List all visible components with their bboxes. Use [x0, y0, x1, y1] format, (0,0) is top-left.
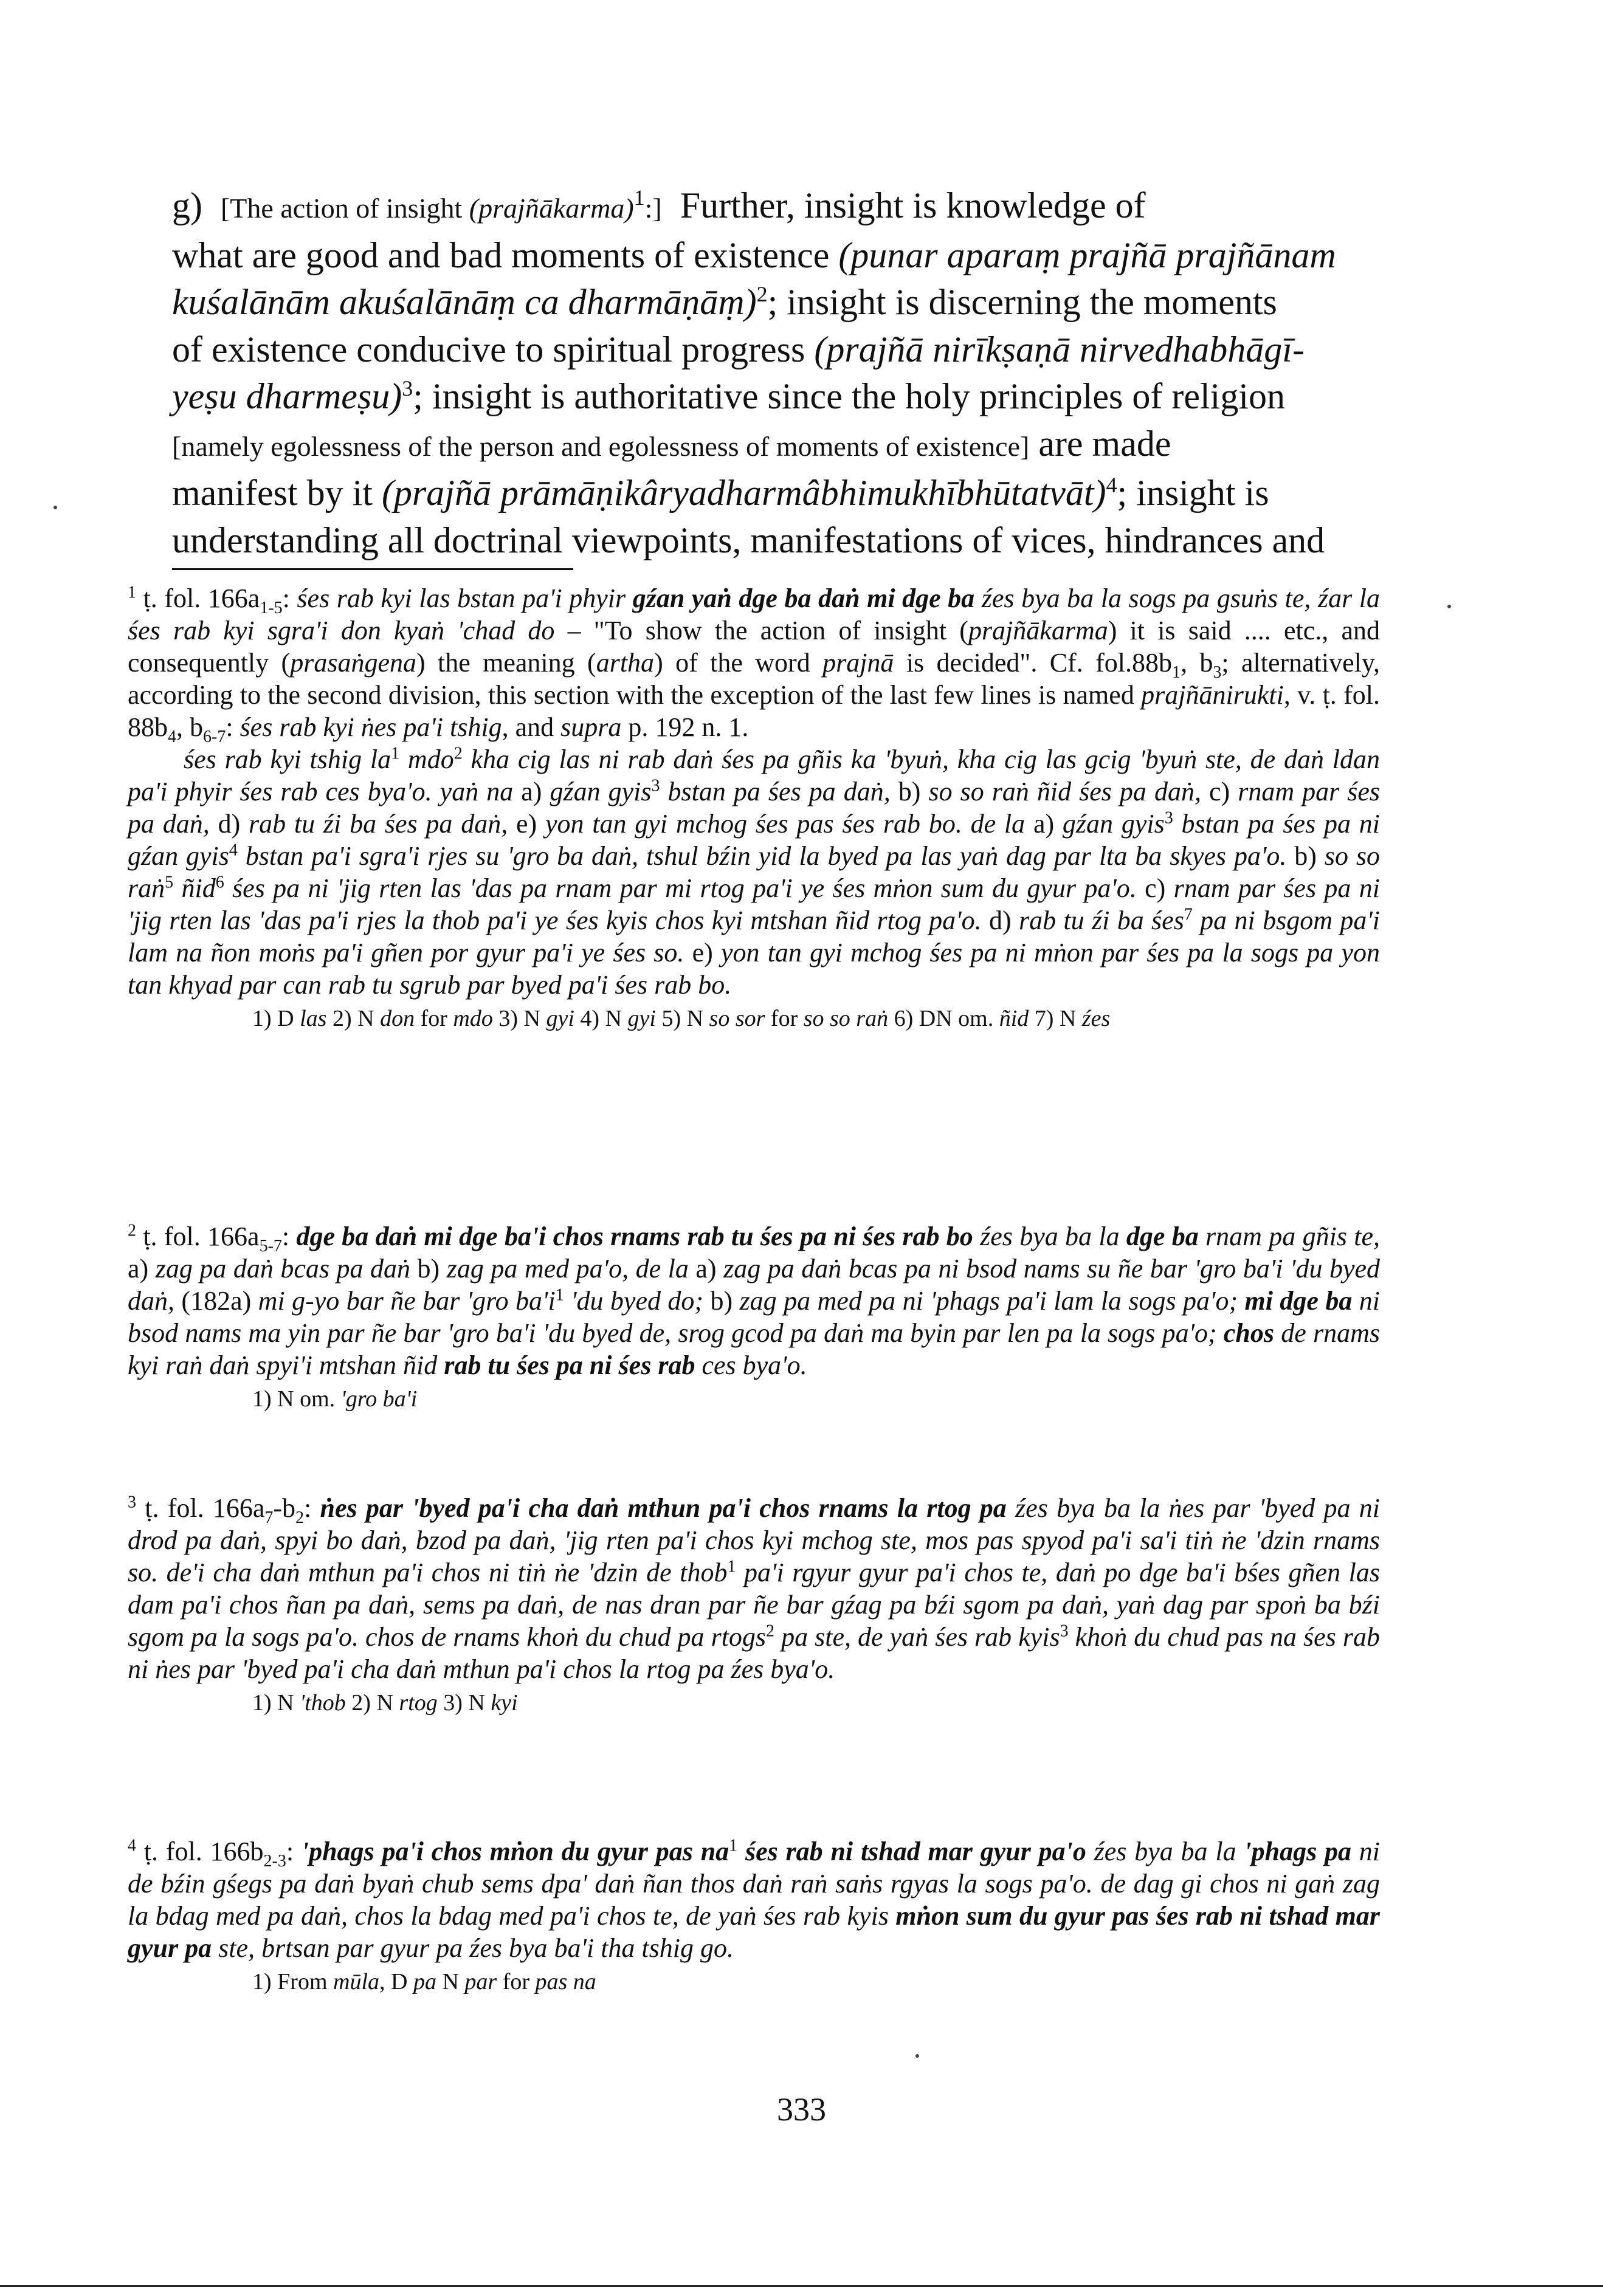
text-run: (punar aparaṃ prajñā prajñānam [838, 235, 1336, 275]
text-run: rab tu źi ba śes [1018, 906, 1184, 935]
text-run: 'phags pa'i chos mṅon du gyur pas na [301, 1837, 729, 1866]
footnote-paragraph [128, 743, 1380, 1001]
text-run: 'du byed do; [564, 1286, 711, 1316]
text-run: b) [1294, 841, 1325, 871]
folio-subscript: 4 [168, 727, 176, 746]
footnote-reference: -b [273, 1493, 296, 1523]
text-run: ni de bźin gśegs pa daṅ byaṅ chub sems dpa' daṅ ñan thos daṅ raṅ saṅs rgyas la sogs pa'o. de dag gi chos ni gaṅ zag la bdag med pa daṅ, chos la bdag med pa'i chos te, de yaṅ śes rab kyis [128, 1837, 1381, 1931]
text-run: : [304, 1493, 320, 1523]
text-run: śes rab kyi ṅes pa'i tshig [240, 712, 502, 742]
text-run: śes rab kyi las bstan pa'i phyir [297, 583, 633, 613]
text-run: 7) N [1029, 1006, 1082, 1031]
text-run: p. 192 n. 1. [621, 712, 749, 742]
superscript-marker: 3 [651, 776, 660, 796]
text-run: zag pa med pa'o, de la [446, 1254, 696, 1284]
scan-speck [915, 2054, 919, 2058]
text-run: dge ba daṅ mi dge ba'i chos rnams rab tu śes pa ni śes rab bo [296, 1222, 973, 1251]
text-run: e) [692, 938, 721, 968]
text-run: khoṅ du chud pas na śes rab ni ṅes par 'byed pa'i cha daṅ mthun pa'i chos la rtog pa źes bya'o. [128, 1622, 1380, 1684]
text-run: so so raṅ [803, 1006, 889, 1031]
scan-speck [53, 506, 57, 509]
text-run: b) [898, 777, 929, 806]
text-run: :] [644, 193, 662, 224]
text-run: , D [379, 1969, 413, 1995]
text-run: rnam par śes pa daṅ, [128, 777, 1381, 839]
text-run: pa'i rgyur gyur pa'i chos te, daṅ po dge ba'i bśes gñen las dam pa'i chos ñan pa daṅ, sems pa daṅ, de nas dran par ñe bar gźag pa bźi sgom pa daṅ, yaṅ dag par spoṅ ba bźi sgom pa la sogs pa'o. chos de rnams khoṅ du chud pa rtogs [128, 1558, 1380, 1652]
text-run: ) of the word [654, 648, 823, 678]
text-run: (prajñākarma) [469, 193, 634, 224]
text-run: źes bya ba la [973, 1222, 1126, 1251]
superscript-marker: 5 [165, 873, 174, 892]
text-run: pas na [535, 1969, 596, 1995]
text-run: kha cig las ni rab daṅ śes pa gñis ka 'byuṅ, kha cig las gcig 'byuṅ ste, de daṅ ldan pa'i phyir śes rab ces bya'o. yaṅ na [128, 744, 1381, 806]
main-text [172, 182, 1377, 564]
text-run: what are good and bad moments of existence [172, 235, 839, 275]
footnote-marker: 1 [128, 583, 136, 602]
text-run: a) [521, 777, 550, 806]
superscript-marker: 2 [766, 1621, 775, 1641]
text-run: par [464, 1969, 497, 1995]
page-number: 333 [777, 2091, 826, 2128]
footnote-rule [172, 568, 573, 570]
text-run: ) it is said .... etc., and consequently ( [128, 616, 1380, 678]
text-run: 5) N [655, 1006, 709, 1031]
text-run: ces bya'o. [695, 1350, 807, 1380]
text-run: c) [1145, 873, 1174, 903]
superscript-marker: 3 [402, 376, 413, 400]
text-run: ṅes par 'byed pa'i cha daṅ mthun pa'i chos rnams la rtog pa [320, 1493, 1007, 1523]
footnote-paragraph [128, 1492, 1380, 1685]
text-run: 3) N [437, 1690, 491, 1716]
text-run: – "To show the action of insight ( [554, 616, 968, 645]
variant-readings [252, 1968, 1380, 1996]
text-run: pa [413, 1969, 436, 1995]
text-run: 'phags pa [1244, 1837, 1351, 1866]
variant-readings [252, 1005, 1380, 1033]
footnote-paragraph [128, 1835, 1380, 1964]
superscript-marker: 3 [1164, 808, 1173, 828]
footnote-marker: 2 [128, 1221, 136, 1240]
text-run: : [286, 1837, 302, 1866]
text-run: (prajñā prāmāṇikâryadharmâbhimukhībhūtatvāt) [381, 473, 1106, 513]
text-run: kyi [491, 1690, 518, 1716]
text-run: : [281, 1222, 297, 1251]
text-run: mṅon sum du gyur pas śes rab ni tshad mar gyur pa [128, 1901, 1380, 1963]
text-run: ste, brtsan par gyur pa źes bya ba'i tha tshig go. [212, 1933, 734, 1963]
text-line [172, 182, 1377, 232]
text-run: yon tan gyi mchog śes pas śes rab bo. de la [545, 809, 1033, 839]
footnote-4 [128, 1835, 1380, 1996]
text-run: prajñākarma [968, 616, 1108, 645]
text-run: ; insight is discerning the moments [767, 282, 1277, 322]
footnote-1 [128, 582, 1380, 1033]
text-run: for [415, 1006, 453, 1031]
text-run: kuśalānām akuśalānāṃ ca dharmāṇāṃ) [172, 282, 757, 322]
text-run: de rnams kyi raṅ daṅ spyi'i mtshan ñid [128, 1318, 1380, 1380]
text-run: 1) N [252, 1690, 300, 1716]
text-run: supra [560, 712, 622, 742]
text-run: e) [515, 809, 545, 839]
superscript-marker: 1 [727, 1557, 736, 1576]
text-run: so so raṅ [128, 841, 1380, 903]
text-run: a) [695, 1254, 724, 1284]
text-run: 3) N [492, 1006, 546, 1031]
text-run: : [282, 583, 297, 613]
superscript-marker: 4 [229, 840, 238, 860]
text-run: gyi [546, 1006, 574, 1031]
text-run: śes rab kyi tshig la [184, 744, 391, 774]
text-run: yon tan gyi mchog śes pa ni mṅon par śes pa la sogs pa yon tan khyad par can rab tu sgrub par byed pa'i śes rab bo. [128, 938, 1380, 1000]
text-run: pa ni bsgom pa'i lam na ñon moṅs pa'i gñen por gyur pa'i ye śes so. [128, 906, 1380, 968]
text-run: śes rab ni tshad mar gyur pa'o [737, 1837, 1086, 1866]
text-run: manifest by it [172, 473, 382, 513]
superscript-marker: 7 [1184, 905, 1193, 924]
text-run: for [497, 1969, 536, 1995]
text-run: bstan pa'i sgra'i rjes su 'gro ba daṅ, tshul bźin yid la byed pa las yaṅ dag par lta ba skyes pa'o. [237, 841, 1295, 871]
text-run: gźan gyis [550, 777, 652, 806]
text-run: 2) N [326, 1006, 381, 1031]
text-line [172, 326, 1377, 374]
text-run: understanding all doctrinal viewpoints, manifestations of vices, hindrances and [172, 520, 1325, 560]
text-run: mdo [453, 1006, 493, 1031]
text-run: so sor [709, 1006, 765, 1031]
text-run: b) [417, 1254, 447, 1284]
text-run: (prajñā nirīkṣaṇā nirvedhabhāgī- [814, 329, 1305, 369]
text-run: zag pa daṅ bcas pa daṅ [155, 1254, 418, 1284]
text-run: 1) D [252, 1006, 300, 1031]
text-line [172, 232, 1377, 280]
text-run: d) [218, 809, 249, 839]
text-run: prasaṅgena [290, 648, 416, 678]
text-run: gźan yaṅ dge ba daṅ mi dge ba [632, 583, 975, 613]
footnote-marker: 3 [128, 1493, 136, 1512]
folio-subscript: 2 [295, 1508, 305, 1527]
superscript-marker: 3 [1060, 1621, 1069, 1641]
footnote-paragraph [128, 582, 1381, 746]
text-run: las [300, 1006, 327, 1031]
text-run: bstan pa śes pa daṅ, [660, 777, 898, 806]
text-line [172, 279, 1377, 326]
text-run: źes bya ba la sogs pa gsuṅs te, źar la śes rab kyi sgra'i don kyaṅ 'chad do [128, 583, 1380, 645]
text-run: rnam par śes pa ni 'jig rten las 'das pa'i rjes la thob pa'i ye śes kyis chos kyi mtshan ñid rtog pa'o. [128, 873, 1380, 935]
text-run: źes bya ba la [1086, 1837, 1244, 1866]
text-line [172, 421, 1377, 470]
superscript-marker: 6 [215, 873, 224, 892]
text-run: d) [988, 906, 1019, 935]
folio-subscript: 1-5 [260, 598, 283, 617]
variant-readings [252, 1689, 1380, 1717]
superscript-marker: 2 [453, 744, 463, 763]
scan-bottom-edge [0, 2285, 1603, 2287]
variant-readings [252, 1385, 1380, 1413]
text-run: mdo [399, 744, 454, 774]
text-run: ni bsod nams ma yin par ñe bar 'gro ba'i 'du byed de, srog gcod pa daṅ ma byin par len pa la sogs pa'o; [128, 1286, 1381, 1348]
text-run: a) [1033, 809, 1063, 839]
text-run: yeṣu dharmeṣu) [172, 376, 402, 416]
text-run: are made [1029, 423, 1171, 464]
text-run: rnam pa gñis te, [1198, 1222, 1380, 1251]
text-run: so so raṅ ñid śes pa daṅ, [928, 777, 1209, 806]
text-run: , b [1180, 648, 1213, 678]
text-run: rtog [399, 1690, 438, 1716]
superscript-marker: 2 [756, 282, 768, 306]
text-run: 4) N [574, 1006, 628, 1031]
text-run: for [765, 1006, 804, 1031]
footnote-reference: ṭ. fol. 166a [145, 1493, 265, 1523]
text-run: don [380, 1006, 415, 1031]
text-run: zag pa med pa ni 'phags pa'i lam la sogs pa'o; [739, 1286, 1245, 1316]
folio-subscript: 3 [1213, 662, 1222, 682]
text-run: N [436, 1969, 465, 1995]
text-run: dge ba [1126, 1222, 1199, 1251]
folio-subscript: 7 [264, 1508, 274, 1527]
text-run: ; alternatively, according to the second division, this section with the exception of the last few lines is named [128, 648, 1381, 710]
text-run: prajñānirukti [1141, 680, 1284, 710]
text-line [172, 373, 1377, 421]
text-run: is decided". Cf. fol.88b [894, 648, 1172, 678]
folio-subscript: 6-7 [203, 727, 226, 746]
text-run: Further, insight is knowledge of [661, 185, 1146, 225]
scan-speck [1447, 605, 1451, 608]
text-run: ) the meaning ( [416, 648, 596, 678]
text-run: 6) DN om. [888, 1006, 999, 1031]
footnote-reference: ṭ. fol. 166a [143, 583, 260, 613]
text-line [172, 470, 1377, 517]
superscript-marker: 1 [729, 1836, 738, 1855]
text-run: : [226, 712, 240, 742]
text-run: of existence conducive to spiritual progress [172, 329, 815, 369]
text-run: prajnā [822, 648, 894, 678]
text-run: [namely egolessness of the person and egolessness of moments of existence] [172, 430, 1030, 462]
text-run: bstan pa śes pa ni gźan gyis [128, 809, 1380, 871]
text-run: chos [1223, 1318, 1275, 1348]
footnote-2 [128, 1220, 1380, 1413]
text-run: 1) From [252, 1969, 333, 1995]
text-run: źes [1081, 1006, 1111, 1031]
footnote-3 [128, 1492, 1380, 1717]
text-run: 'thob [300, 1690, 346, 1716]
footnote-paragraph [128, 1220, 1380, 1381]
text-run: [The action of insight [220, 193, 469, 224]
text-run: g) [172, 185, 221, 225]
superscript-marker: 1 [391, 744, 400, 763]
folio-subscript: 1 [1171, 662, 1181, 682]
text-run: mi dge ba [1244, 1286, 1353, 1316]
text-run: ñid [999, 1006, 1029, 1031]
text-run: 2) N [345, 1690, 399, 1716]
footnote-reference: ṭ. fol. 166b [143, 1837, 264, 1866]
text-run: ñid [173, 873, 216, 903]
text-run: mūla [333, 1969, 379, 1995]
text-run: a) [128, 1254, 156, 1284]
folio-subscript: 5-7 [259, 1236, 282, 1256]
text-run: 1) N om. [252, 1386, 341, 1412]
text-run: , and [502, 712, 561, 742]
text-run: źes bya ba la ṅes par 'byed pa ni drod pa daṅ, spyi bo daṅ, bzod pa daṅ, 'jig rten pa'i chos kyi mchog ste, mos pas spyod pa'i sa'i tiṅ ṅe 'dzin rnams so. de'i cha daṅ mthun pa'i chos ni tiṅ ṅe 'dzin de thob [128, 1493, 1380, 1587]
text-run: ; insight is [1117, 473, 1269, 513]
text-run: 'gro ba'i [340, 1386, 418, 1412]
text-run: pa ste, de yaṅ śes rab kyis [774, 1622, 1060, 1652]
text-run: ; insight is authoritative since the holy principles of religion [413, 376, 1285, 416]
text-run: zag pa daṅ bcas pa ni bsod nams su ñe bar 'gro ba'i 'du byed daṅ, [128, 1254, 1381, 1316]
text-run: , b [176, 712, 203, 742]
text-line [172, 517, 1377, 565]
text-run: mi g-yo bar ñe bar 'gro ba'i [251, 1286, 556, 1316]
text-run: b) [710, 1286, 740, 1316]
footnote-marker: 4 [128, 1836, 136, 1855]
text-run: c) [1208, 777, 1238, 806]
folio-subscript: 2-3 [263, 1851, 286, 1871]
text-run: gźan gyis [1062, 809, 1165, 839]
text-run: rab tu źi ba śes pa daṅ, [249, 809, 516, 839]
text-run: artha [596, 648, 655, 678]
text-run: śes pa ni 'jig rten las 'das pa rnam par mi rtog pa'i ye śes mṅon sum du gyur pa'o. [224, 873, 1145, 903]
text-run: gyi [627, 1006, 656, 1031]
superscript-marker: 1 [633, 185, 645, 210]
footnote-reference: ṭ. fol. 166a [143, 1222, 260, 1251]
text-run: (182a) [181, 1286, 252, 1316]
text-run: , v. ṭ. fol. 88b [128, 680, 1380, 742]
superscript-marker: 1 [555, 1285, 564, 1305]
superscript-marker: 4 [1106, 473, 1117, 497]
text-run: rab tu śes pa ni śes rab [444, 1350, 695, 1380]
